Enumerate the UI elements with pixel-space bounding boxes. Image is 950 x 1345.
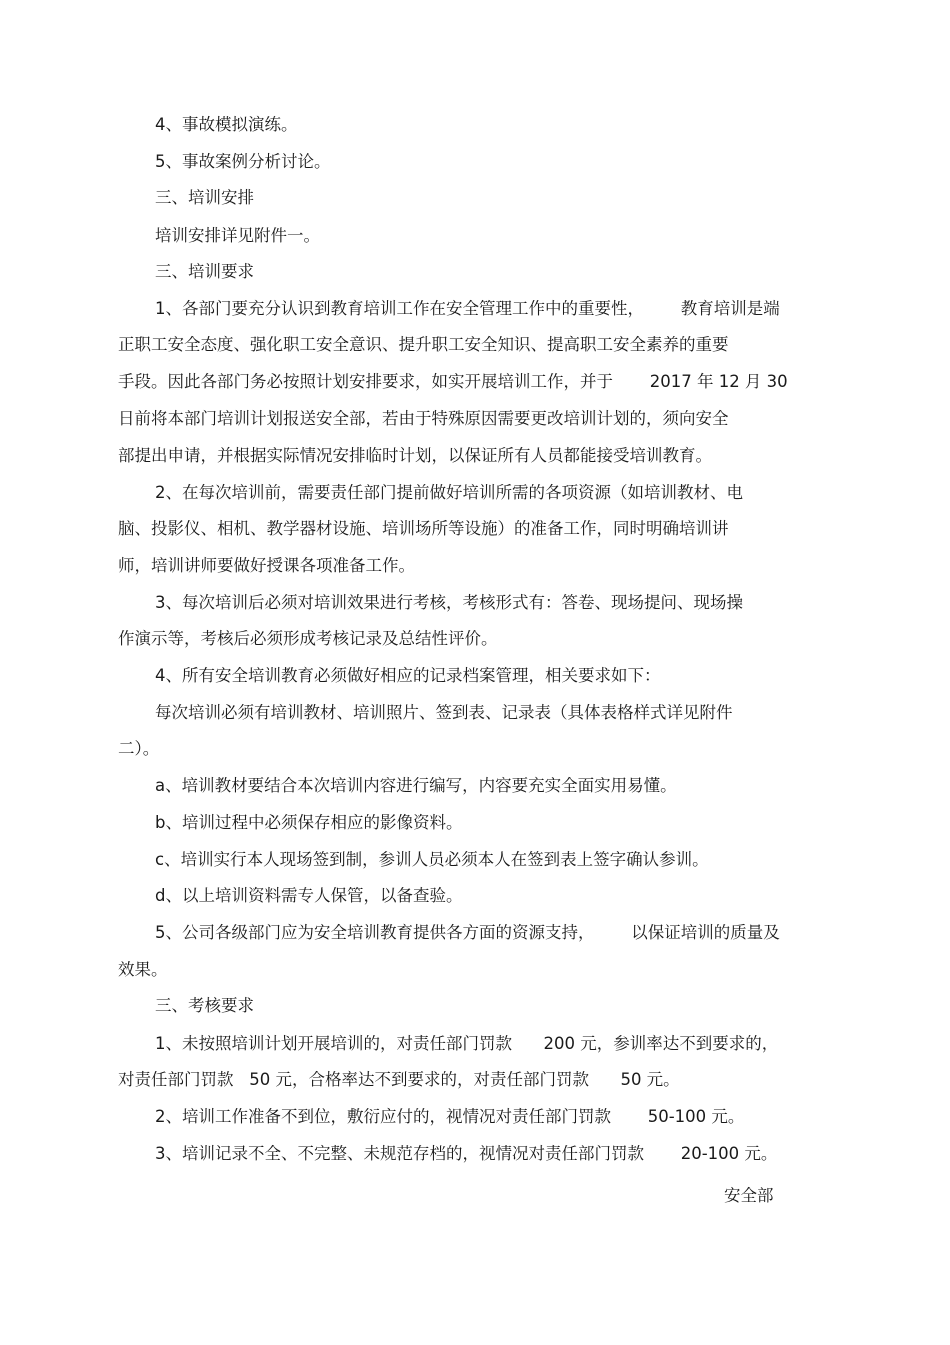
- list-item: a、培训教材要结合本次培训内容进行编写，内容要充实全面实用易懂。: [155, 776, 677, 795]
- paragraph-line: 3、每次培训后必须对培训效果进行考核，考核形式有：答卷、现场提问、现场操: [155, 593, 743, 612]
- list-item: d、以上培训资料需专人保管，以备查验。: [155, 886, 463, 905]
- paragraph-line: 脑、投影仪、相机、教学器材设施、培训场所等设施）的准备工作，同时明确培训讲: [118, 519, 729, 538]
- paragraph-line: 对责任部门罚款 50 元，合格率达不到要求的，对责任部门罚款 50 元。: [118, 1070, 680, 1089]
- paragraph-line: 4、所有安全培训教育必须做好相应的记录档案管理，相关要求如下：: [155, 666, 661, 685]
- list-item: 4、事故模拟演练。: [155, 115, 298, 134]
- paragraph-line: 效果。: [118, 960, 168, 979]
- paragraph-line: 二）。: [118, 739, 160, 758]
- paragraph-line: 5、公司各级部门应为安全培训教育提供各方面的资源支持， 以保证培训的质量及: [155, 923, 780, 942]
- signature-department: 安全部: [724, 1186, 774, 1205]
- paragraph-line: 每次培训必须有培训教材、培训照片、签到表、记录表（具体表格样式详见附件: [155, 703, 733, 722]
- section-heading: 三、培训安排: [155, 188, 254, 207]
- paragraph-line: 2、培训工作准备不到位，敷衍应付的，视情况对责任部门罚款 50-100 元。: [155, 1107, 745, 1126]
- paragraph-line: 1、各部门要充分认识到教育培训工作在安全管理工作中的重要性， 教育培训是端: [155, 299, 780, 318]
- paragraph-line: 手段。因此各部门务必按照计划安排要求，如实开展培训工作，并于 2017 年 12 月 30: [118, 372, 788, 391]
- paragraph-line: 培训安排详见附件一。: [155, 226, 320, 245]
- paragraph-line: 2、在每次培训前，需要责任部门提前做好培训所需的各项资源（如培训教材、电: [155, 483, 743, 502]
- paragraph-line: 作演示等，考核后必须形成考核记录及总结性评价。: [118, 629, 498, 648]
- list-item: 5、事故案例分析讨论。: [155, 152, 331, 171]
- paragraph-line: 3、培训记录不全、不完整、未规范存档的，视情况对责任部门罚款 20-100 元。: [155, 1144, 778, 1163]
- paragraph-line: 日前将本部门培训计划报送安全部，若由于特殊原因需要更改培训计划的，须向安全: [118, 409, 729, 428]
- paragraph-line: 正职工安全态度、强化职工安全意识、提升职工安全知识、提高职工安全素养的重要: [118, 335, 729, 354]
- section-heading: 三、考核要求: [155, 996, 254, 1015]
- section-heading: 三、培训要求: [155, 262, 254, 281]
- list-item: c、培训实行本人现场签到制，参训人员必须本人在签到表上签字确认参训。: [155, 850, 709, 869]
- paragraph-line: 1、未按照培训计划开展培训的，对责任部门罚款 200 元，参训率达不到要求的，: [155, 1034, 779, 1053]
- paragraph-line: 师，培训讲师要做好授课各项准备工作。: [118, 556, 415, 575]
- list-item: b、培训过程中必须保存相应的影像资料。: [155, 813, 463, 832]
- paragraph-line: 部提出申请，并根据实际情况安排临时计划，以保证所有人员都能接受培训教育。: [118, 446, 712, 465]
